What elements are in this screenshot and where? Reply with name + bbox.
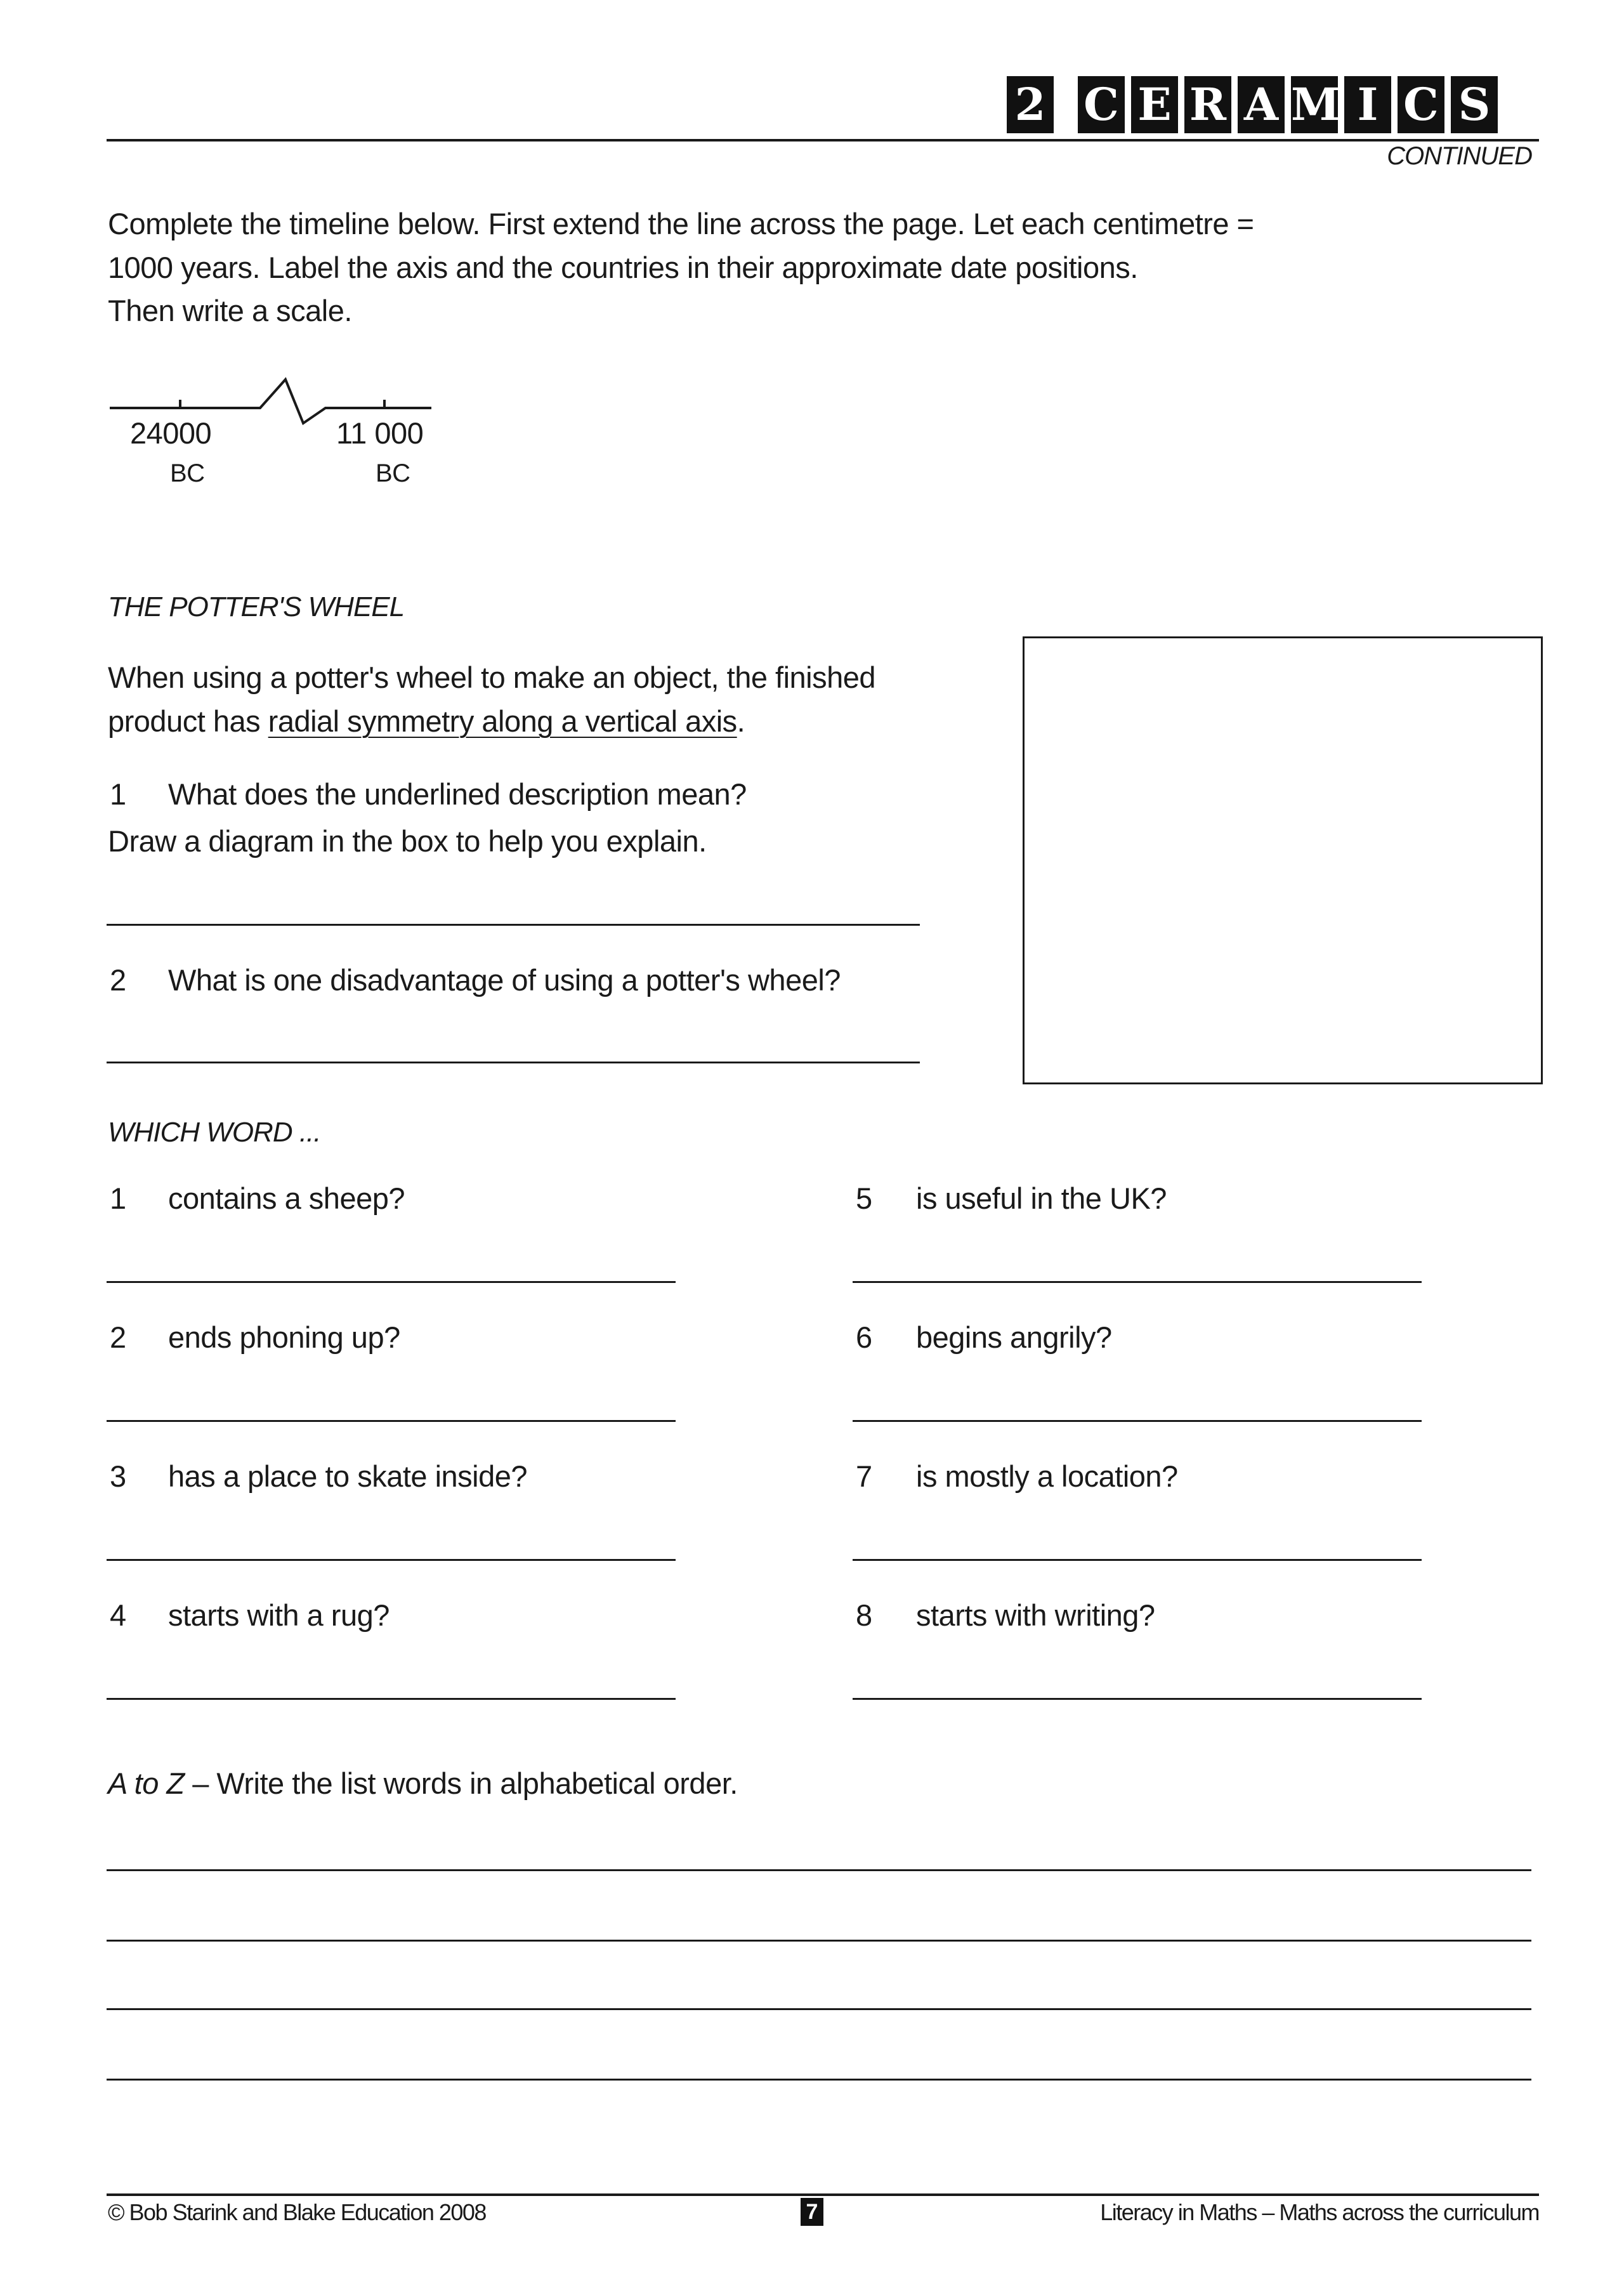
answer-line[interactable] bbox=[107, 924, 920, 926]
timeline-label: 11 000 bbox=[336, 416, 424, 450]
title-char: C bbox=[1398, 76, 1444, 133]
answer-line[interactable] bbox=[107, 1420, 676, 1422]
title-char: E bbox=[1131, 76, 1178, 133]
answer-line[interactable] bbox=[853, 1281, 1422, 1283]
answer-line[interactable] bbox=[853, 1420, 1422, 1422]
item-text: has a place to skate inside? bbox=[168, 1459, 528, 1493]
timeline-era: BC bbox=[170, 459, 205, 487]
title-char: 2 bbox=[1007, 76, 1054, 133]
answer-line[interactable] bbox=[853, 1698, 1422, 1700]
title-char: C bbox=[1078, 76, 1125, 133]
underlined-phrase: radial symmetry along a vertical axis bbox=[268, 704, 737, 738]
a-to-z-instruction: – Write the list words in alphabetical order. bbox=[184, 1766, 738, 1800]
series-title: Literacy in Maths – Maths across the curriculum bbox=[1100, 2199, 1539, 2225]
item-text: begins angrily? bbox=[916, 1320, 1112, 1354]
question-number: 2 bbox=[110, 963, 126, 997]
continued-label: CONTINUED bbox=[1387, 142, 1532, 170]
item-number: 1 bbox=[110, 1181, 126, 1215]
answer-line[interactable] bbox=[107, 1698, 676, 1700]
answer-line[interactable] bbox=[107, 1559, 676, 1561]
question-text: What does the underlined description mean? bbox=[168, 777, 747, 811]
item-text: ends phoning up? bbox=[168, 1320, 400, 1354]
copyright: © Bob Starink and Blake Education 2008 bbox=[108, 2199, 486, 2225]
title-char: I bbox=[1344, 76, 1391, 133]
question-instruction: Draw a diagram in the box to help you explain. bbox=[108, 824, 707, 858]
timeline-era: BC bbox=[376, 459, 410, 487]
question-text: What is one disadvantage of using a potter's wheel? bbox=[168, 963, 841, 997]
section-heading: THE POTTER'S WHEEL bbox=[108, 591, 405, 622]
header-rule bbox=[107, 139, 1539, 141]
writing-line[interactable] bbox=[107, 2008, 1531, 2010]
item-number: 6 bbox=[856, 1320, 872, 1354]
question-number: 1 bbox=[110, 777, 126, 811]
item-text: starts with writing? bbox=[916, 1598, 1155, 1632]
title-gap bbox=[1060, 76, 1071, 133]
item-text: is mostly a location? bbox=[916, 1459, 1178, 1493]
item-number: 4 bbox=[110, 1598, 126, 1632]
page-number-text: 7 bbox=[801, 2198, 823, 2226]
item-number: 7 bbox=[856, 1459, 872, 1493]
item-text: starts with a rug? bbox=[168, 1598, 390, 1632]
item-text: contains a sheep? bbox=[168, 1181, 405, 1215]
text: product has bbox=[108, 704, 268, 738]
title-char: R bbox=[1184, 76, 1231, 133]
timeline-label: 24000 bbox=[130, 416, 212, 450]
answer-line[interactable] bbox=[107, 1281, 676, 1283]
item-number: 2 bbox=[110, 1320, 126, 1354]
a-to-z-label: A to Z bbox=[108, 1766, 185, 1800]
title-char: M bbox=[1291, 76, 1338, 133]
text: . bbox=[737, 704, 745, 738]
intro-line: Complete the timeline below. First extend the line across the page. Let each centimetre = bbox=[108, 207, 1254, 240]
item-number: 8 bbox=[856, 1598, 872, 1632]
writing-line[interactable] bbox=[107, 1869, 1531, 1871]
title-char: A bbox=[1238, 76, 1285, 133]
intro-line: Then write a scale. bbox=[108, 294, 352, 327]
paragraph-line: When using a potter's wheel to make an object, the finished bbox=[108, 661, 876, 694]
title-char: S bbox=[1451, 76, 1498, 133]
intro-line: 1000 years. Label the axis and the countries in their approximate date positions. bbox=[108, 251, 1138, 284]
answer-line[interactable] bbox=[853, 1559, 1422, 1561]
writing-line[interactable] bbox=[107, 2079, 1531, 2081]
item-number: 5 bbox=[856, 1181, 872, 1215]
diagram-box[interactable] bbox=[1023, 636, 1543, 1084]
answer-line[interactable] bbox=[107, 1062, 920, 1063]
footer-rule bbox=[107, 2193, 1539, 2196]
page-title bbox=[1007, 76, 1498, 135]
item-text: is useful in the UK? bbox=[916, 1181, 1167, 1215]
page-number bbox=[801, 2198, 823, 2226]
paragraph-line bbox=[108, 699, 745, 743]
writing-line[interactable] bbox=[107, 1940, 1531, 1942]
item-number: 3 bbox=[110, 1459, 126, 1493]
a-to-z-heading bbox=[108, 1761, 738, 1805]
section-heading: WHICH WORD ... bbox=[108, 1117, 321, 1148]
